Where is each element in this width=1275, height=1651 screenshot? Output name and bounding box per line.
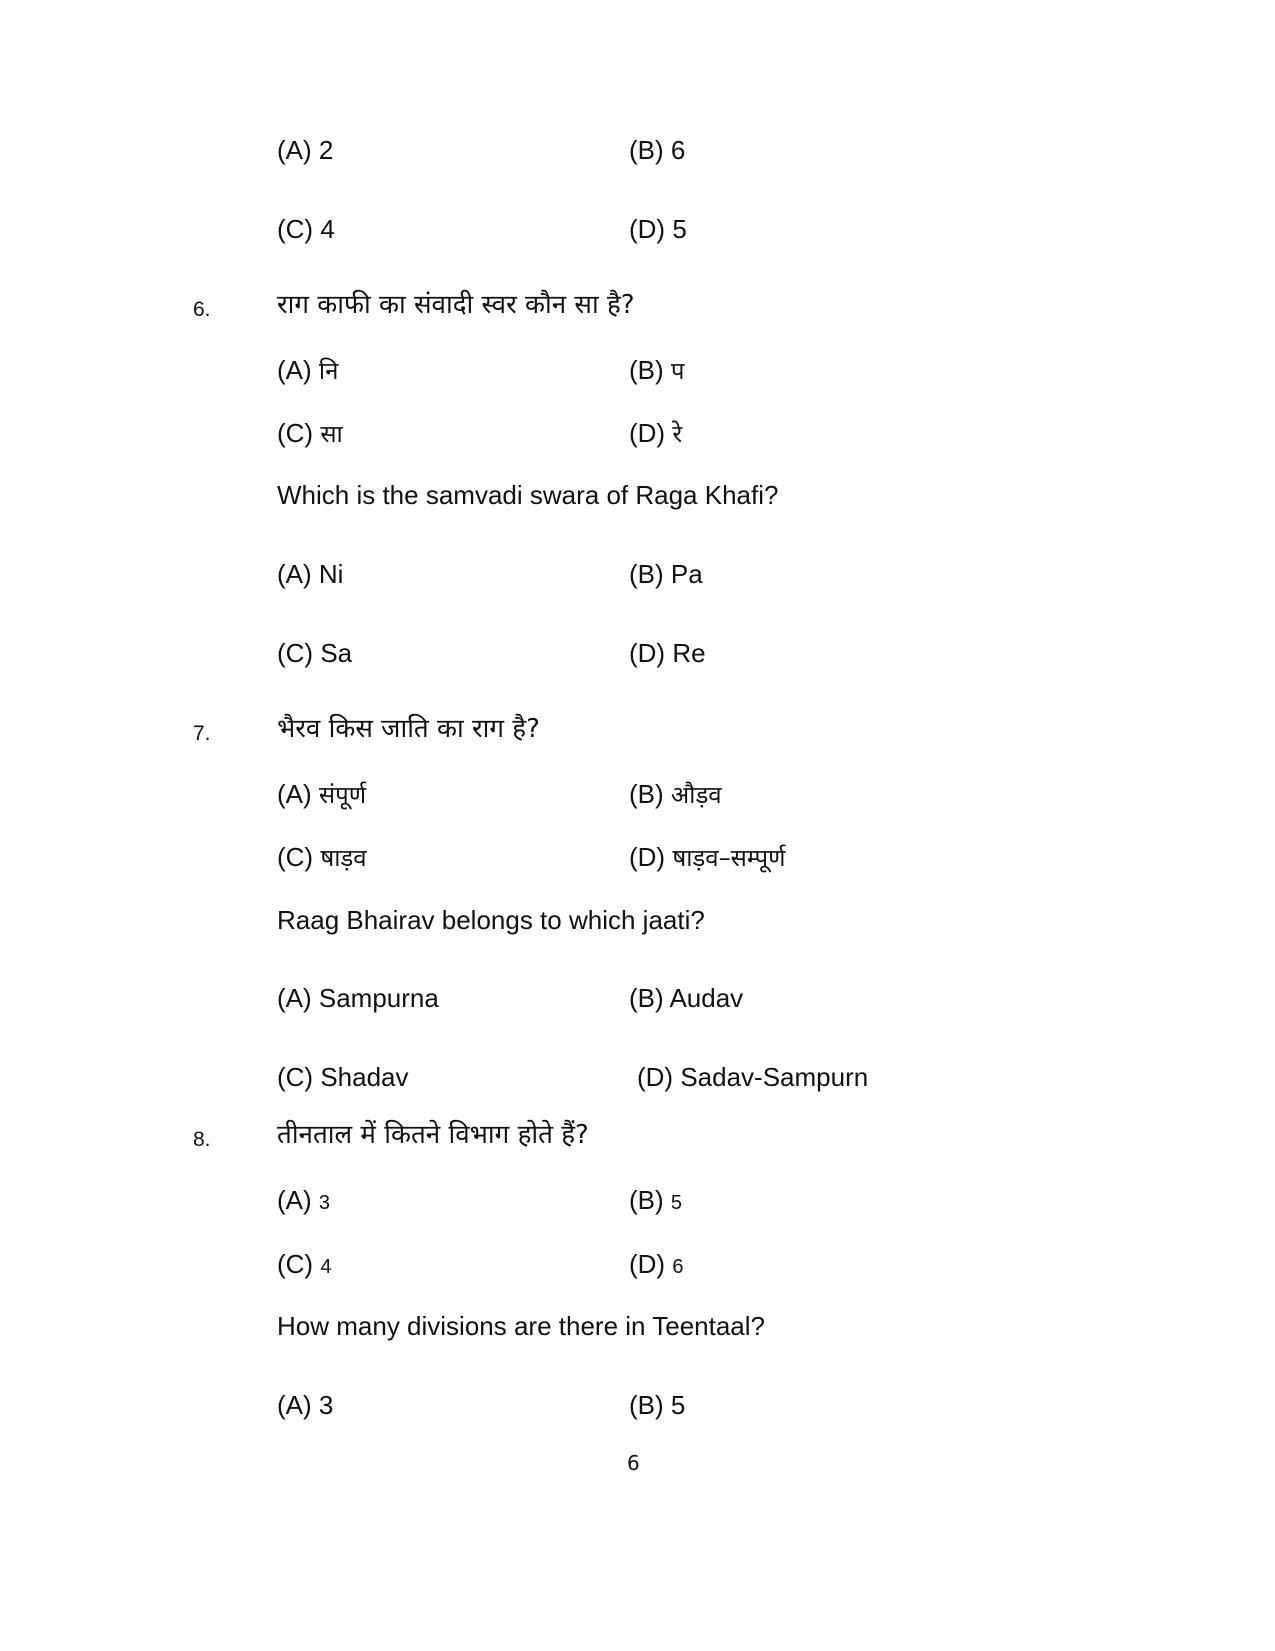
option-d-english: (D) Re bbox=[629, 638, 706, 668]
option-a-english: (A) 3 bbox=[277, 1390, 334, 1420]
page-number: 6 bbox=[627, 1451, 640, 1475]
option-c-english: (C) Shadav bbox=[277, 1062, 409, 1092]
option-c-hindi: (C) सा bbox=[277, 418, 343, 448]
question-number: 6. bbox=[193, 298, 211, 321]
option-b-hindi: (B) प bbox=[629, 355, 685, 385]
question-text-english: Which is the samvadi swara of Raga Khafi? bbox=[277, 480, 779, 510]
question-number: 7. bbox=[193, 722, 211, 745]
option-c-hindi: (C) षाड़व bbox=[277, 842, 367, 872]
option-b-english: (B) 5 bbox=[629, 1390, 686, 1420]
option-a-english: (A) Ni bbox=[277, 559, 344, 589]
question-number: 8. bbox=[193, 1128, 211, 1151]
option-b: (B) 6 bbox=[629, 135, 686, 165]
option-b-hindi: (B) 5 bbox=[629, 1185, 683, 1215]
option-a-hindi: (A) नि bbox=[277, 355, 339, 385]
option-d-english: (D) Sadav-Sampurn bbox=[637, 1062, 869, 1092]
question-text-hindi: राग काफी का संवादी स्वर कौन सा है? bbox=[277, 290, 635, 320]
option-d-hindi: (D) रे bbox=[629, 418, 683, 448]
option-d: (D) 5 bbox=[629, 214, 687, 244]
option-a-hindi: (A) 3 bbox=[277, 1185, 331, 1215]
question-text-hindi: तीनताल में कितने विभाग होते हैं? bbox=[277, 1120, 589, 1150]
option-b-english: (B) Audav bbox=[629, 983, 744, 1013]
option-d-hindi: (D) 6 bbox=[629, 1249, 684, 1279]
option-c-hindi: (C) 4 bbox=[277, 1249, 332, 1279]
option-d-hindi: (D) षाड़व–सम्पूर्ण bbox=[629, 842, 786, 872]
option-a-english: (A) Sampurna bbox=[277, 983, 439, 1013]
option-c-english: (C) Sa bbox=[277, 638, 353, 668]
option-a-hindi: (A) संपूर्ण bbox=[277, 779, 367, 809]
option-c: (C) 4 bbox=[277, 214, 335, 244]
question-text-hindi: भैरव किस जाति का राग है? bbox=[277, 714, 540, 744]
question-text-english: How many divisions are there in Teentaal? bbox=[277, 1311, 766, 1341]
question-text-english: Raag Bhairav belongs to which jaati? bbox=[277, 905, 705, 935]
option-b-english: (B) Pa bbox=[629, 559, 703, 589]
option-b-hindi: (B) औड़व bbox=[629, 779, 722, 809]
option-a: (A) 2 bbox=[277, 135, 334, 165]
